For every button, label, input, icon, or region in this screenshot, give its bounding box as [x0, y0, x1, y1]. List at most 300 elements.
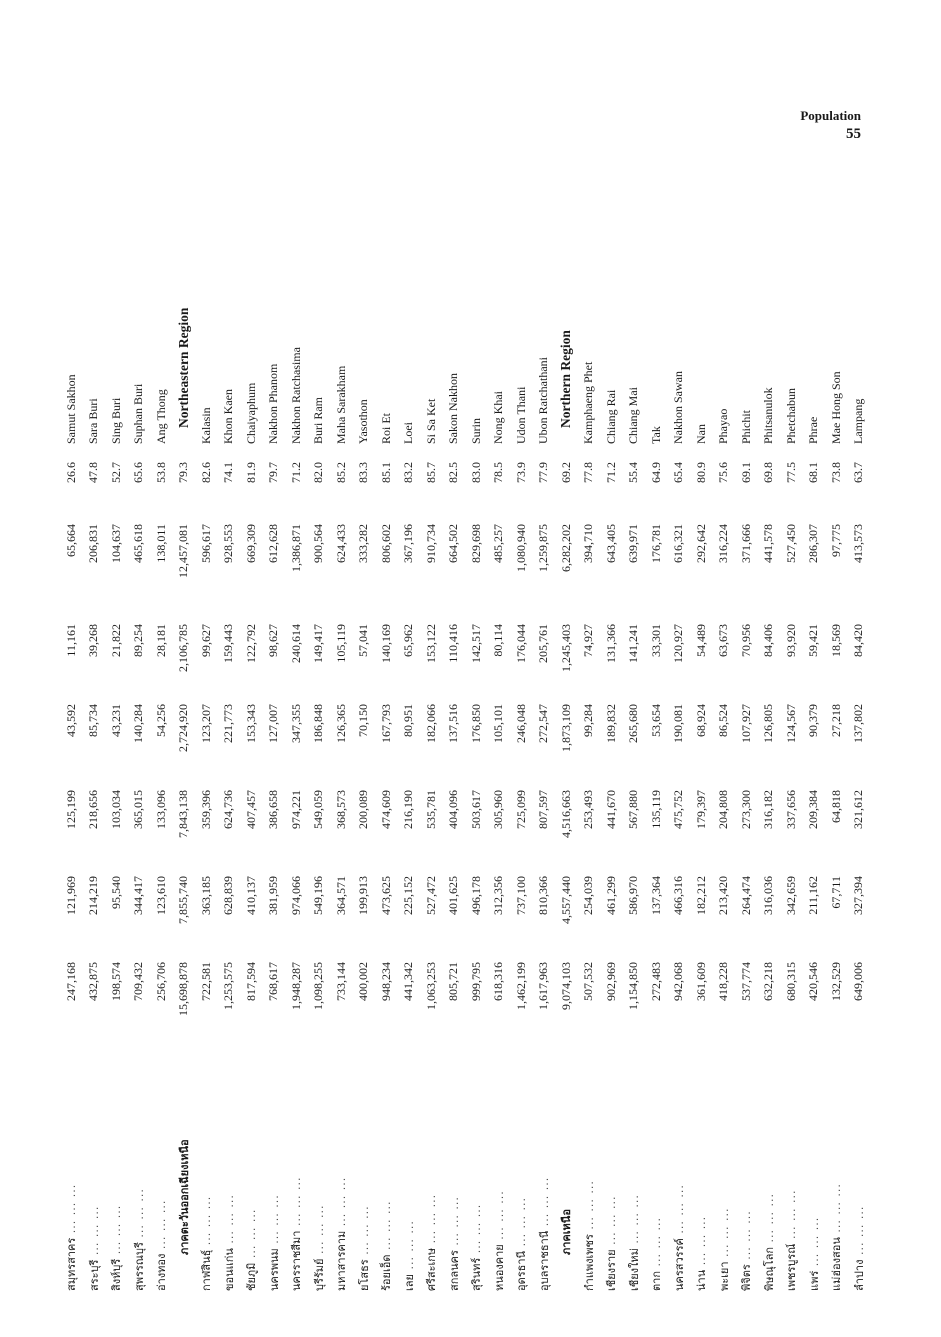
value-cell-b: 176,044 — [513, 624, 528, 663]
value-cell-a: 127,007 — [266, 704, 281, 743]
value-cell-b: 240,614 — [288, 624, 303, 663]
leader-dots: ... ... ... — [155, 1199, 169, 1254]
value-cell-f: 64,818 — [828, 790, 843, 823]
table-row — [285, 195, 308, 1295]
value-cell-m: 381,959 — [266, 876, 281, 915]
value-cell-b: 63,673 — [716, 624, 731, 657]
value-cell-b: 149,417 — [311, 624, 326, 663]
value-cell-p: 83.2 — [401, 462, 416, 483]
thai-name-cell — [690, 1061, 713, 1295]
english-name-cell: Suphan Buri — [131, 383, 146, 444]
value-cell-total: 361,609 — [693, 962, 708, 1001]
english-name-cell: Sakon Nakhon — [446, 373, 461, 444]
table-row — [353, 195, 376, 1295]
leader-dots: ... ... ... — [807, 1216, 821, 1271]
table-row — [195, 195, 218, 1295]
leader-dots: ... ... ... — [537, 1176, 551, 1231]
value-cell-total: 709,432 — [131, 962, 146, 1001]
value-cell-m: 95,540 — [108, 876, 123, 909]
value-cell-b: 84,420 — [851, 624, 866, 657]
value-cell-c: 612,628 — [266, 524, 281, 563]
leader-dots: ... ... ... — [312, 1204, 326, 1259]
leader-dots: ... ... ... — [357, 1205, 371, 1260]
value-cell-p: 77.8 — [581, 462, 596, 483]
value-cell-c: 616,321 — [671, 524, 686, 563]
value-cell-a: 43,592 — [63, 704, 78, 737]
value-cell-total: 680,315 — [783, 962, 798, 1001]
value-cell-m: 137,364 — [648, 876, 663, 915]
value-cell-a: 80,951 — [401, 704, 416, 737]
value-cell-a: 167,793 — [378, 704, 393, 743]
thai-name: ภาคเหนือ — [560, 1209, 574, 1255]
english-name-cell: Phrae — [806, 416, 821, 444]
thai-name-cell — [218, 1061, 241, 1295]
leader-dots: ... ... ... — [200, 1195, 214, 1250]
english-name-cell: Kamphaeng Phet — [581, 361, 596, 444]
value-cell-a: 186,848 — [311, 704, 326, 743]
table-row — [578, 195, 601, 1295]
thai-name: ร้อยเอ็ด — [380, 1254, 394, 1291]
value-cell-m: 342,659 — [783, 876, 798, 915]
leader-dots: ... ... ... — [65, 1183, 79, 1238]
value-cell-p: 77.5 — [783, 462, 798, 483]
english-name-cell: Phetchabun — [783, 388, 798, 444]
value-cell-c: 138,011 — [153, 524, 168, 563]
leader-dots: ... ... ... — [222, 1194, 236, 1249]
value-cell-f: 305,960 — [491, 790, 506, 829]
value-cell-m: 810,366 — [536, 876, 551, 915]
value-cell-a: 137,802 — [851, 704, 866, 743]
thai-name: อุดรธานี — [515, 1250, 529, 1291]
value-cell-c: 664,502 — [446, 524, 461, 563]
value-cell-a: 27,218 — [828, 704, 843, 737]
leader-dots: ... ... ... — [447, 1196, 461, 1251]
thai-name-cell — [173, 1061, 196, 1295]
value-cell-b: 99,627 — [198, 624, 213, 657]
table-row — [83, 195, 106, 1295]
value-cell-total: 247,168 — [63, 962, 78, 1001]
value-cell-b: 33,301 — [648, 624, 663, 657]
thai-name: ยโสธร — [357, 1259, 371, 1291]
english-name-cell: Khon Kaen — [221, 389, 236, 444]
value-cell-p: 79.7 — [266, 462, 281, 483]
value-cell-a: 123,207 — [198, 704, 213, 743]
thai-name: นครราชสีมา — [290, 1230, 304, 1291]
thai-name-cell — [780, 1061, 803, 1295]
value-cell-b: 18,569 — [828, 624, 843, 657]
value-cell-p: 26.6 — [63, 462, 78, 483]
value-cell-p: 73.8 — [828, 462, 843, 483]
value-cell-b: 2,106,785 — [176, 624, 191, 672]
value-cell-total: 768,617 — [266, 962, 281, 1001]
thai-name: สุพรรณบุรี — [132, 1242, 146, 1291]
value-cell-total: 733,144 — [333, 962, 348, 1001]
english-name-cell: Nakhon Ratchasima — [288, 347, 303, 444]
value-cell-total: 618,316 — [491, 962, 506, 1001]
value-cell-p: 65.6 — [131, 462, 146, 483]
value-cell-f: 474,609 — [378, 790, 393, 829]
value-cell-total: 942,068 — [671, 962, 686, 1001]
value-cell-m: 461,299 — [603, 876, 618, 915]
value-cell-f: 624,736 — [221, 790, 236, 829]
thai-name: ชัยภูมิ — [245, 1262, 259, 1291]
table-row — [510, 195, 533, 1295]
thai-name: สิงห์บุรี — [110, 1258, 124, 1291]
value-cell-a: 105,101 — [491, 704, 506, 743]
value-cell-a: 99,284 — [581, 704, 596, 737]
value-cell-p: 81.9 — [243, 462, 258, 483]
value-cell-p: 80.9 — [693, 462, 708, 483]
thai-name-cell — [105, 1061, 128, 1295]
english-name-cell: Sing Buri — [108, 397, 123, 444]
value-cell-b: 131,366 — [603, 624, 618, 663]
value-cell-p: 85.1 — [378, 462, 393, 483]
table-row — [713, 195, 736, 1295]
value-cell-b: 54,489 — [693, 624, 708, 657]
thai-name: พิษณุโลก — [762, 1246, 776, 1291]
table-row — [398, 195, 421, 1295]
english-name-cell: Buri Ram — [311, 397, 326, 444]
value-cell-total: 432,875 — [86, 962, 101, 1001]
value-cell-a: 68,924 — [693, 704, 708, 737]
value-cell-p: 63.7 — [851, 462, 866, 483]
table-row — [825, 195, 848, 1295]
english-name-cell: Yasothon — [356, 399, 371, 444]
value-cell-f: 475,752 — [671, 790, 686, 829]
page-number: 55 — [846, 126, 861, 142]
value-cell-f: 503,617 — [468, 790, 483, 829]
value-cell-total: 400,002 — [356, 962, 371, 1001]
thai-name: อ่างทอง — [155, 1253, 169, 1291]
thai-name-cell — [488, 1061, 511, 1295]
thai-name-cell — [240, 1061, 263, 1295]
value-cell-c: 624,433 — [333, 524, 348, 563]
value-cell-m: 312,356 — [491, 876, 506, 915]
value-cell-f: 135,119 — [648, 790, 663, 829]
value-cell-b: 140,169 — [378, 624, 393, 663]
value-cell-f: 321,612 — [851, 790, 866, 829]
english-name-cell: Maha Sarakham — [333, 365, 348, 444]
value-cell-m: 121,969 — [63, 876, 78, 915]
value-cell-c: 371,666 — [738, 524, 753, 563]
leader-dots: ... ... ... — [605, 1195, 619, 1250]
value-cell-m: 473,625 — [378, 876, 393, 915]
value-cell-total: 132,529 — [828, 962, 843, 1001]
thai-name: สุรินทร์ — [470, 1257, 484, 1291]
value-cell-f: 359,396 — [198, 790, 213, 829]
english-name-cell: Northern Region — [558, 330, 574, 428]
value-cell-m: 410,137 — [243, 876, 258, 915]
thai-name: มหาสารคาม — [335, 1230, 349, 1291]
value-cell-a: 43,231 — [108, 704, 123, 737]
table-row — [803, 195, 826, 1295]
value-cell-m: 549,196 — [311, 876, 326, 915]
english-name-cell: Tak — [648, 426, 663, 444]
value-cell-m: 254,039 — [581, 876, 596, 915]
value-cell-b: 142,517 — [468, 624, 483, 663]
value-cell-m: 466,316 — [671, 876, 686, 915]
value-cell-total: 1,948,287 — [288, 962, 303, 1010]
table-row — [443, 195, 466, 1295]
thai-name-cell — [623, 1061, 646, 1295]
value-cell-a: 190,081 — [671, 704, 686, 743]
thai-name: แพร่ — [807, 1270, 821, 1291]
value-cell-m: 182,212 — [693, 876, 708, 915]
value-cell-m: 496,178 — [468, 876, 483, 915]
value-cell-c: 1,080,940 — [513, 524, 528, 572]
value-cell-b: 205,761 — [536, 624, 551, 663]
value-cell-b: 74,927 — [581, 624, 596, 657]
value-cell-b: 89,254 — [131, 624, 146, 657]
value-cell-a: 221,773 — [221, 704, 236, 743]
value-cell-f: 204,808 — [716, 790, 731, 829]
thai-name: บุรีรัมย์ — [312, 1258, 326, 1291]
value-cell-m: 316,036 — [761, 876, 776, 915]
english-name-cell: Northeastern Region — [175, 307, 191, 428]
value-cell-c: 1,386,871 — [288, 524, 303, 572]
value-cell-c: 643,405 — [603, 524, 618, 563]
value-cell-c: 333,282 — [356, 524, 371, 563]
english-name-cell: Mae Hong Son — [828, 371, 843, 444]
thai-name-cell — [533, 1061, 556, 1295]
value-cell-p: 82.5 — [446, 462, 461, 483]
thai-name: กำแพงเพชร — [582, 1234, 596, 1291]
value-cell-f: 386,658 — [266, 790, 281, 829]
value-cell-b: 39,268 — [86, 624, 101, 657]
english-name-cell: Samut Sakhon — [63, 374, 78, 444]
value-cell-a: 140,284 — [131, 704, 146, 743]
value-cell-f: 316,182 — [761, 790, 776, 829]
population-table-rotated — [60, 195, 870, 1295]
value-cell-c: 286,307 — [806, 524, 821, 563]
leader-dots: ... ... ... — [290, 1176, 304, 1231]
value-cell-a: 124,567 — [783, 704, 798, 743]
table-row — [780, 195, 803, 1295]
value-cell-f: 368,573 — [333, 790, 348, 829]
value-cell-f: 535,781 — [423, 790, 438, 829]
value-cell-f: 974,221 — [288, 790, 303, 829]
value-cell-p: 83.0 — [468, 462, 483, 483]
table-row — [240, 195, 263, 1295]
english-name-cell: Ubon Ratchathani — [536, 357, 551, 444]
value-cell-f: 404,096 — [446, 790, 461, 829]
thai-name-cell — [128, 1061, 151, 1295]
table-row — [150, 195, 173, 1295]
table-row — [488, 195, 511, 1295]
value-cell-f: 725,099 — [513, 790, 528, 829]
value-cell-c: 465,618 — [131, 524, 146, 563]
value-cell-c: 829,698 — [468, 524, 483, 563]
value-cell-total: 817,594 — [243, 962, 258, 1001]
value-cell-b: 28,181 — [153, 624, 168, 657]
value-cell-p: 77.9 — [536, 462, 551, 483]
leader-dots: ... ... ... — [335, 1176, 349, 1231]
leader-dots: ... ... ... — [672, 1184, 686, 1239]
value-cell-f: 7,843,138 — [176, 790, 191, 838]
value-cell-p: 71.2 — [288, 462, 303, 483]
english-name-cell: Lampang — [851, 398, 866, 444]
thai-name-cell — [330, 1061, 353, 1295]
value-cell-total: 805,721 — [446, 962, 461, 1001]
value-cell-m: 214,219 — [86, 876, 101, 915]
value-cell-b: 93,920 — [783, 624, 798, 657]
value-cell-c: 316,224 — [716, 524, 731, 563]
table-row — [105, 195, 128, 1295]
value-cell-total: 1,154,850 — [626, 962, 641, 1010]
value-cell-p: 71.2 — [603, 462, 618, 483]
value-cell-a: 126,805 — [761, 704, 776, 743]
thai-name-cell — [825, 1061, 848, 1295]
value-cell-m: 199,913 — [356, 876, 371, 915]
value-cell-f: 253,493 — [581, 790, 596, 829]
thai-name: สมุทรสาคร — [65, 1237, 79, 1291]
leader-dots: ... ... ... — [245, 1208, 259, 1263]
leader-dots: ... ... ... — [402, 1220, 416, 1275]
value-cell-f: 103,034 — [108, 790, 123, 829]
value-cell-b: 1,245,403 — [558, 624, 573, 672]
value-cell-m: 363,185 — [198, 876, 213, 915]
table-row — [218, 195, 241, 1295]
thai-name: แม่ฮ่องสอน — [830, 1237, 844, 1291]
value-cell-m: 401,625 — [446, 876, 461, 915]
value-cell-p: 55.4 — [626, 462, 641, 483]
value-cell-a: 182,066 — [423, 704, 438, 743]
value-cell-a: 54,256 — [153, 704, 168, 737]
value-cell-m: 213,420 — [716, 876, 731, 915]
value-cell-c: 485,257 — [491, 524, 506, 563]
leader-dots: ... ... ... — [110, 1204, 124, 1259]
thai-name-cell — [555, 1061, 578, 1295]
value-cell-a: 272,547 — [536, 704, 551, 743]
value-cell-c: 394,710 — [581, 524, 596, 563]
value-cell-m: 737,100 — [513, 876, 528, 915]
english-name-cell: Nan — [693, 424, 708, 444]
value-cell-p: 64.9 — [648, 462, 663, 483]
english-name-cell: Surin — [468, 417, 483, 444]
leader-dots: ... ... ... — [87, 1205, 101, 1260]
thai-name: เลย — [402, 1274, 416, 1291]
english-name-cell: Nakhon Phanom — [266, 363, 281, 444]
region-row — [555, 195, 578, 1295]
value-cell-a: 137,516 — [446, 704, 461, 743]
value-cell-b: 59,421 — [806, 624, 821, 657]
value-cell-f: 549,059 — [311, 790, 326, 829]
value-cell-c: 806,602 — [378, 524, 393, 563]
english-name-cell: Chiang Mai — [626, 387, 641, 444]
value-cell-f: 441,670 — [603, 790, 618, 829]
value-cell-a: 265,680 — [626, 704, 641, 743]
value-cell-m: 67,711 — [828, 876, 843, 909]
table-row — [645, 195, 668, 1295]
leader-dots: ... ... ... — [695, 1215, 709, 1270]
table-row — [375, 195, 398, 1295]
leader-dots: ... ... ... — [267, 1194, 281, 1249]
thai-name-cell — [510, 1061, 533, 1295]
thai-name-cell — [263, 1061, 286, 1295]
value-cell-f: 209,384 — [806, 790, 821, 829]
value-cell-m: 264,474 — [738, 876, 753, 915]
value-cell-m: 4,557,440 — [558, 876, 573, 924]
value-cell-f: 216,190 — [401, 790, 416, 829]
value-cell-f: 125,199 — [63, 790, 78, 829]
thai-name-cell — [398, 1061, 421, 1295]
thai-name: นครสวรรค์ — [672, 1238, 686, 1291]
value-cell-c: 1,259,875 — [536, 524, 551, 572]
thai-name: สกลนคร — [447, 1250, 461, 1291]
value-cell-m: 327,394 — [851, 876, 866, 915]
value-cell-p: 78.5 — [491, 462, 506, 483]
leader-dots: ... ... ... — [627, 1194, 641, 1249]
value-cell-a: 176,850 — [468, 704, 483, 743]
value-cell-f: 133,096 — [153, 790, 168, 829]
value-cell-b: 70,956 — [738, 624, 753, 657]
value-cell-b: 84,406 — [761, 624, 776, 657]
value-cell-a: 1,873,109 — [558, 704, 573, 752]
table-body — [60, 195, 870, 1295]
thai-name-cell — [600, 1061, 623, 1295]
value-cell-p: 82.6 — [198, 462, 213, 483]
table-row — [128, 195, 151, 1295]
thai-name-cell — [83, 1061, 106, 1295]
english-name-cell: Si Sa Ket — [423, 398, 438, 444]
thai-name: นครพนม — [267, 1248, 281, 1291]
value-cell-total: 9,074,103 — [558, 962, 573, 1010]
value-cell-a: 153,343 — [243, 704, 258, 743]
value-cell-p: 83.3 — [356, 462, 371, 483]
thai-name-cell — [60, 1061, 83, 1295]
leader-dots: ... ... ... — [830, 1183, 844, 1238]
region-row — [173, 195, 196, 1295]
value-cell-m: 628,839 — [221, 876, 236, 915]
table-row — [735, 195, 758, 1295]
value-cell-total: 272,483 — [648, 962, 663, 1001]
leader-dots: ... ... ... — [425, 1193, 439, 1248]
value-cell-m: 586,970 — [626, 876, 641, 915]
value-cell-b: 159,443 — [221, 624, 236, 663]
value-cell-b: 122,792 — [243, 624, 258, 663]
thai-name-cell — [195, 1061, 218, 1295]
thai-name: พิจิตร — [740, 1264, 754, 1291]
value-cell-a: 53,654 — [648, 704, 663, 737]
leader-dots: ... ... ... — [380, 1200, 394, 1255]
value-cell-total: 999,795 — [468, 962, 483, 1001]
value-cell-total: 902,969 — [603, 962, 618, 1001]
thai-name: อุบลราชธานี — [537, 1230, 551, 1291]
value-cell-c: 367,196 — [401, 524, 416, 563]
value-cell-b: 11,161 — [63, 624, 78, 657]
thai-name-cell — [645, 1061, 668, 1295]
leader-dots: ... ... ... — [785, 1189, 799, 1244]
value-cell-a: 2,724,920 — [176, 704, 191, 752]
value-cell-p: 69.2 — [558, 462, 573, 483]
thai-name: ลำปาง — [852, 1259, 866, 1291]
english-name-cell: Phitsanulok — [761, 387, 776, 444]
value-cell-c: 176,781 — [648, 524, 663, 563]
value-cell-f: 807,597 — [536, 790, 551, 829]
value-cell-b: 110,416 — [446, 624, 461, 663]
thai-name: พะเยา — [717, 1261, 731, 1291]
population-table — [60, 195, 870, 1295]
leader-dots: ... ... ... — [582, 1180, 596, 1235]
thai-name-cell — [375, 1061, 398, 1295]
value-cell-p: 47.8 — [86, 462, 101, 483]
value-cell-total: 198,574 — [108, 962, 123, 1001]
english-name-cell: Ang Thong — [153, 389, 168, 444]
leader-dots: ... ... ... — [132, 1188, 146, 1243]
table-row — [308, 195, 331, 1295]
table-row — [263, 195, 286, 1295]
table-row — [60, 195, 83, 1295]
